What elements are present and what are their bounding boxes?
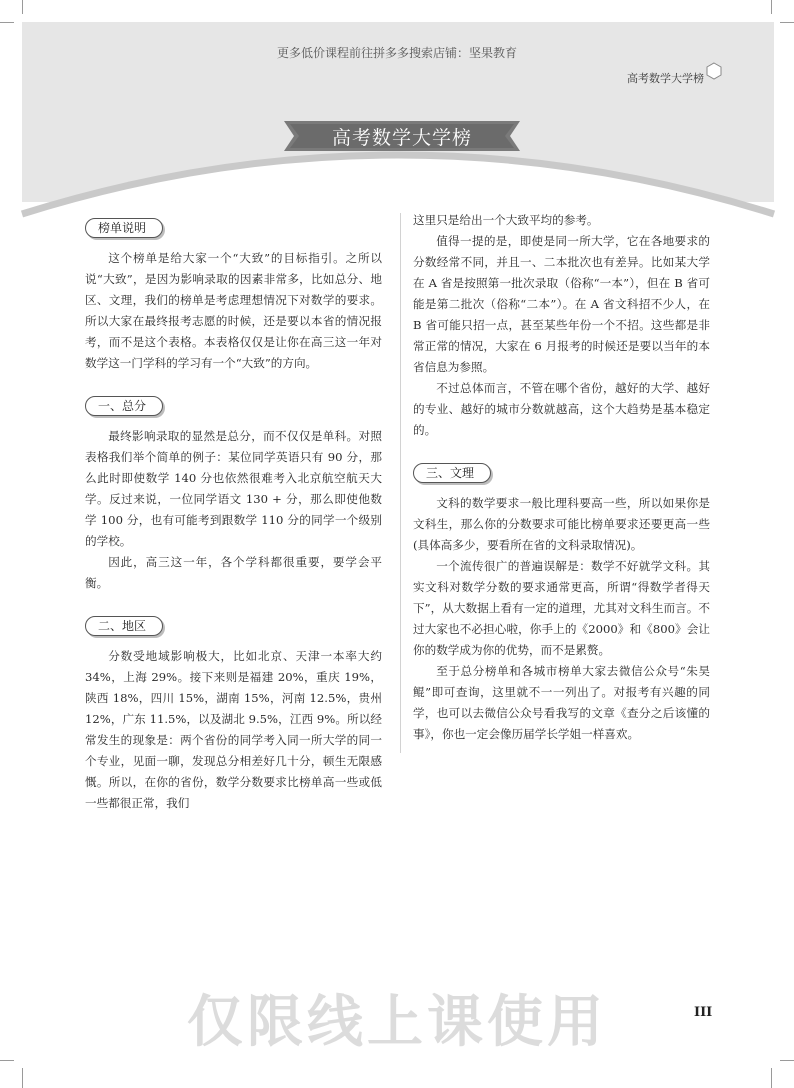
crop-mark xyxy=(780,22,794,23)
crop-mark xyxy=(771,0,772,14)
section-heading xyxy=(413,463,710,487)
region-paragraph-2: 值得一提的是，即使是同一所大学，它在各地要求的分数经常不同，并且一、二本批次也有差异。比如某大学在 A 省是按照第一批次录取（俗称“一本”），但在 B 省可能是第二批次（俗称“二本”）。在 A 省文科招不少人，在 B 省可能只招一点，甚至某些年份一个不招。这些都是非常正常的情况，大家在 6 月报考的时候还是要以当年的本省信息为参照。 xyxy=(413,234,710,374)
crop-mark xyxy=(22,0,23,14)
arts-paragraph-3: 至于总分榜单和各城市榜单大家去微信公众号“朱昊鲲”即可查询，这里就不一一列出了。对报考有兴趣的同学，也可以去微信公众号看我写的文章《查分之后该懂的事》，你也一定会像历届学长学姐一样喜欢。 xyxy=(413,664,710,741)
promo-text: 更多低价课程前往拼多多搜索店铺：坚果教育 xyxy=(276,46,517,60)
crop-mark xyxy=(780,1060,794,1061)
right-column xyxy=(413,210,710,745)
region-paragraph-1-cont: 这里只是给出一个大致平均的参考。 xyxy=(413,213,599,227)
section-title-total: 一、总分 xyxy=(85,396,163,416)
arts-paragraph-1: 文科的数学要求一般比理科要高一些，所以如果你是文科生，那么你的分数要求可能比榜单要求还要更高一些(具体高多少，要看所在省的文科录取情况)。 xyxy=(413,496,710,552)
crop-mark xyxy=(22,1068,23,1088)
section-heading xyxy=(85,218,382,242)
section-title-region: 二、地区 xyxy=(85,616,163,636)
column-divider xyxy=(400,213,401,753)
section-title-arts: 三、文理 xyxy=(413,463,491,483)
crop-mark xyxy=(0,1060,14,1061)
total-paragraph-1: 最终影响录取的显然是总分，而不仅仅是单科。对照表格我们举个简单的例子：某位同学英语只有 90 分，那么此时即使数学 140 分也依然很难考入北京航空航天大学。反过来说，一位同学语文 130 + 分，那么即使他数学 100 分，也有可能考到跟数学 110 分的同学一个级别的学校。 xyxy=(85,429,382,548)
watermark: 仅限线上课使用 xyxy=(187,990,607,1055)
section-heading xyxy=(85,616,382,640)
left-column xyxy=(85,210,382,814)
header-tag: 高考数学大学榜 xyxy=(627,72,704,85)
region-paragraph-3: 不过总体而言，不管在哪个省份，越好的大学、越好的专业、越好的城市分数就越高，这个大趋势是基本稳定的。 xyxy=(413,381,710,437)
total-paragraph-2: 因此，高三这一年，各个学科都很重要，要学会平衡。 xyxy=(85,555,382,590)
section-title-intro: 榜单说明 xyxy=(85,218,163,238)
banner-title: 高考数学大学榜 xyxy=(331,127,472,149)
hexagon-icon xyxy=(706,62,722,80)
section-heading xyxy=(85,396,382,420)
crop-mark xyxy=(0,22,14,23)
page-number: III xyxy=(694,1005,713,1020)
arts-paragraph-2: 一个流传很广的普遍误解是：数学不好就学文科。其实文科对数学分数的要求通常更高，所谓“得数学者得天下”，从大数据上看有一定的道理，尤其对文科生而言。不过大家也不必担心啦，你手上的《2000》和《800》会让你的数学成为你的优势，而不是累赘。 xyxy=(413,559,710,657)
crop-mark xyxy=(771,1068,772,1088)
region-paragraph-1: 分数受地域影响极大，比如北京、天津一本率大约 34%，上海 29%。接下来则是福建 20%，重庆 19%，陕西 18%，四川 15%，湖南 15%，河南 12.5%，贵州 12%，广东 11.5%，以及湖北 9.5%，江西 9%。所以经常发生的现象是：两个省份的同学考入同一所大学的同一个专业，见面一聊，发现总分相差好几十分，顿生无限感慨。所以，在你的省份，数学分数要求比榜单高一些或低一些都很正常，我们 xyxy=(85,649,382,810)
intro-paragraph: 这个榜单是给大家一个“大致”的目标指引。之所以说“大致”，是因为影响录取的因素非常多，比如总分、地区、文理，我们的榜单是考虑理想情况下对数学的要求。所以大家在最终报考志愿的时候，还是要以本省的情况报考，而不是这个表格。本表格仅仅是让你在高三这一年对数学这一门学科的学习有一个“大致”的方向。 xyxy=(85,251,382,370)
